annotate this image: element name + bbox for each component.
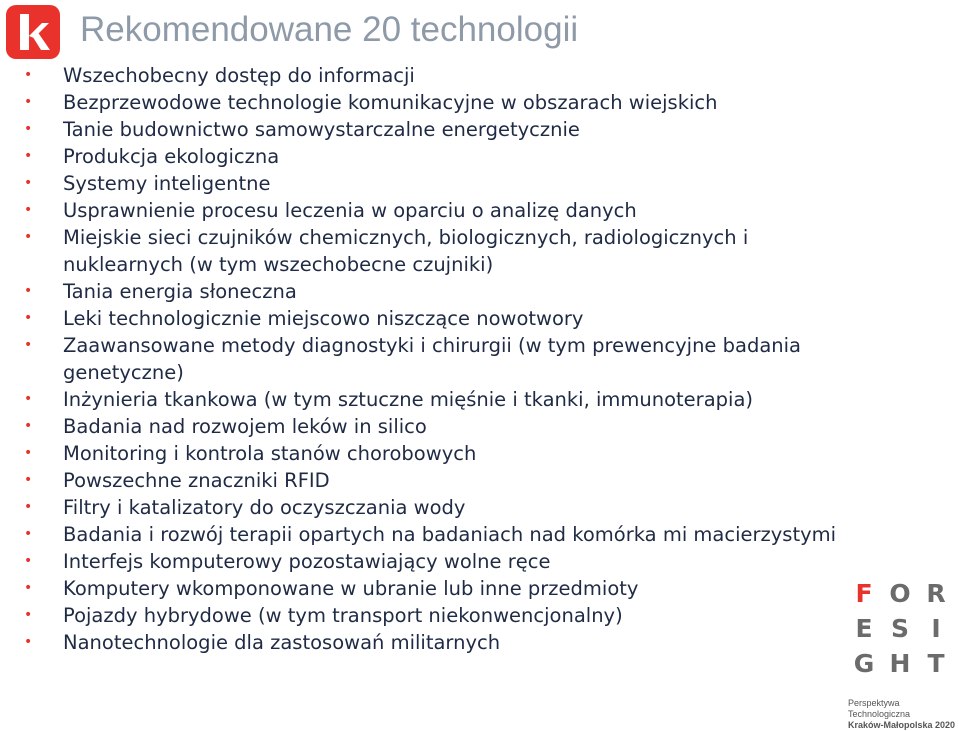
foresight-letter: G [853, 649, 875, 678]
bullet-icon: • [24, 445, 33, 461]
foresight-caption [848, 698, 959, 731]
list-item-text: Inżynieria tkankowa (w tym sztuczne mięśnie i tkanki, immunoterapia) [63, 388, 754, 411]
list-item [0, 521, 863, 548]
foresight-letter: O [889, 579, 911, 608]
foresight-letter: T [927, 649, 945, 678]
bullet-icon: • [24, 499, 33, 515]
list-item-text: Monitoring i kontrola stanów chorobowych [63, 442, 477, 465]
list-item [0, 494, 863, 521]
list-item-text: Nanotechnologie dla zastosowań militarnych [63, 631, 501, 654]
list-item [0, 332, 863, 386]
list-item [0, 116, 863, 143]
bullet-icon: • [24, 418, 33, 434]
brand-logo [6, 5, 60, 59]
list-item-text: Miejskie sieci czujników chemicznych, biologicznych, radiologicznych i nuklearnych (w tym wszechobecne czujniki) [63, 226, 749, 276]
bullet-icon: • [24, 94, 33, 110]
list-item [0, 170, 863, 197]
list-item-text: Powszechne znaczniki RFID [63, 469, 330, 492]
bullet-icon: • [24, 634, 33, 650]
list-item [0, 62, 863, 89]
list-item-text: Leki technologicznie miejscowo niszczące nowotwory [63, 307, 584, 330]
list-item-text: Wszechobecny dostęp do informacji [63, 64, 415, 87]
list-item [0, 548, 863, 575]
bullet-icon: • [24, 472, 33, 488]
page-title: Rekomendowane 20 technologii [80, 10, 579, 49]
list-item-text: Interfejs komputerowy pozostawiający wolne ręce [63, 550, 551, 573]
list-item [0, 386, 863, 413]
bullet-icon: • [24, 283, 33, 299]
foresight-letter: R [926, 579, 946, 608]
bullet-icon: • [24, 229, 33, 245]
bullet-icon: • [24, 310, 33, 326]
bullet-icon: • [24, 175, 33, 191]
foresight-letters [846, 576, 958, 681]
list-item-text: Pojazdy hybrydowe (w tym transport niekonwencjonalny) [63, 604, 623, 627]
list-item [0, 575, 863, 602]
foresight-letter: F [855, 579, 873, 608]
list-item [0, 278, 863, 305]
bullet-icon: • [24, 391, 33, 407]
caption-line1: Perspektywa Technologiczna [848, 698, 911, 719]
list-item-text: Usprawnienie procesu leczenia w oparciu o analizę danych [63, 199, 637, 222]
list-item-text: Badania i rozwój terapii opartych na badaniach nad komórka mi macierzystymi [63, 523, 837, 546]
list-item [0, 440, 863, 467]
list-item-text: Tanie budownictwo samowystarczalne energetycznie [63, 118, 580, 141]
list-item-text: Bezprzewodowe technologie komunikacyjne w obszarach wiejskich [63, 91, 718, 114]
list-item-text: Komputery wkomponowane w ubranie lub inne przedmioty [63, 577, 639, 600]
foresight-letter: I [931, 614, 941, 643]
list-item [0, 413, 863, 440]
list-item-text: Zaawansowane metody diagnostyki i chirurgii (w tym prewencyjne badania genetyczne) [63, 334, 802, 384]
list-item [0, 197, 863, 224]
list-item [0, 602, 863, 629]
list-item [0, 305, 863, 332]
list-item [0, 224, 863, 278]
caption-line2: Kraków-Małopolska 2020 [848, 720, 956, 730]
list-item [0, 143, 863, 170]
list-item-text: Tania energia słoneczna [63, 280, 297, 303]
bullet-icon: • [24, 202, 33, 218]
list-item-text: Produkcja ekologiczna [63, 145, 280, 168]
foresight-letter: H [889, 649, 911, 678]
list-item-text: Filtry i katalizatory do oczyszczania wody [63, 496, 466, 519]
bullet-icon: • [24, 148, 33, 164]
list-item [0, 629, 863, 656]
bullet-icon: • [24, 553, 33, 569]
foresight-letter: S [890, 614, 909, 643]
bullet-icon: • [24, 580, 33, 596]
bullet-icon: • [24, 121, 33, 137]
technology-list [0, 62, 863, 656]
foresight-letter: E [855, 614, 873, 643]
list-item [0, 467, 863, 494]
bullet-icon: • [24, 607, 33, 623]
bullet-icon: • [24, 337, 33, 353]
list-item [0, 89, 863, 116]
k-logo-icon [6, 5, 60, 59]
foresight-logo [846, 576, 958, 676]
bullet-icon: • [24, 526, 33, 542]
bullet-icon: • [24, 67, 33, 83]
list-item-text: Badania nad rozwojem leków in silico [63, 415, 427, 438]
list-item-text: Systemy inteligentne [63, 172, 271, 195]
